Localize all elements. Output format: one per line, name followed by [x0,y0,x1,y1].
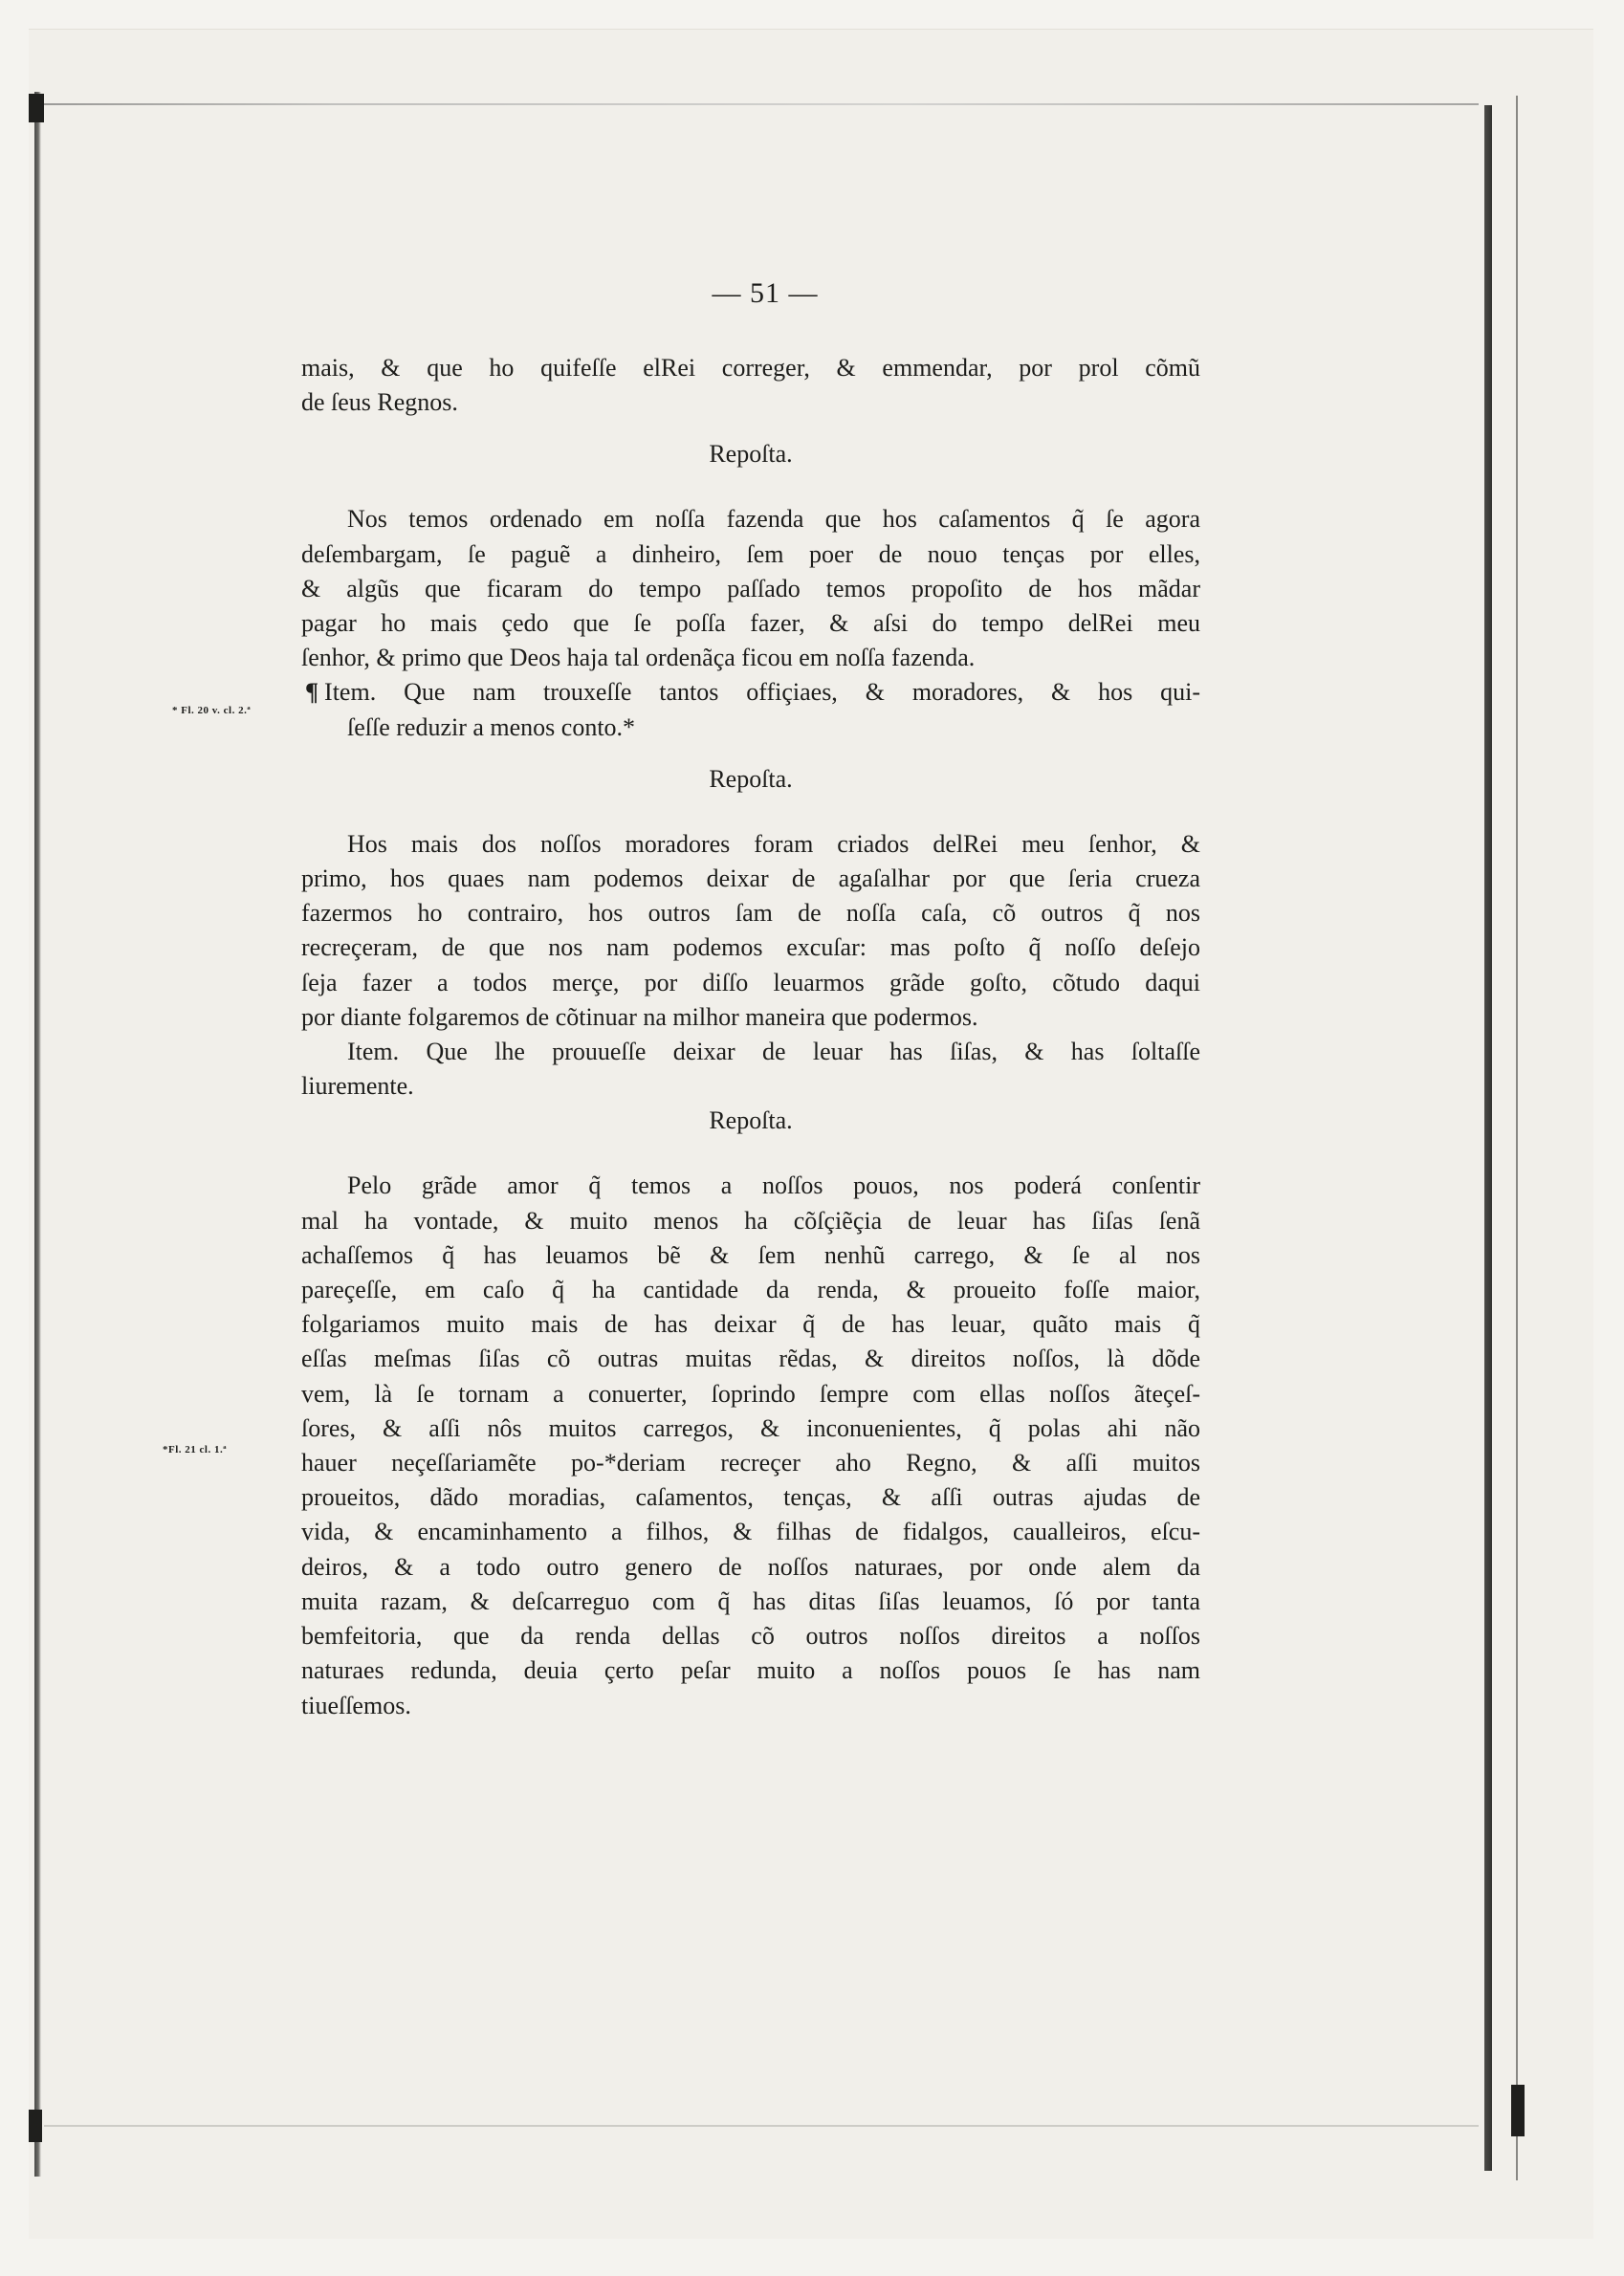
paragraph-1 [301,351,1200,420]
text-line: Item. Que nam trouxeſſe tantos offiçiaes, & moradores, & hos qui- [324,678,1200,707]
text-line: mais, & que ho quifeſſe elRei correger, & emmendar, por prol cõmũ [301,354,1200,382]
scan-mark-bottom-right [1511,2085,1525,2136]
text-line: liuremente. [301,1072,414,1101]
pilcrow-icon: ¶ [305,678,319,707]
text-line: naturaes redunda, deuia çerto peſar muito a noſſos pouos ſe has nam [301,1656,1200,1685]
text-line: hauer neçeſſariamẽte po-*deriam recreçer aho Regno, & aſſi muitos [301,1449,1200,1477]
section-heading-reposta: Repoſta. [709,764,793,793]
text-line: achaſſemos q̃ has leuamos bẽ & ſem nenhũ carrego, & ſe al nos [301,1240,1200,1269]
text-line: Hos mais dos noſſos moradores foram criados delRei meu ſenhor, & [347,829,1200,858]
text-line: tiueſſemos. [301,1691,411,1719]
paragraph-4 [301,827,1200,1035]
scan-bottom-edge [44,2125,1479,2127]
text-line: fazermos ho contrairo, hos outros ſam de noſſa caſa, cõ outros q̃ nos [301,899,1200,928]
section-heading-reposta: Repoſta. [709,1106,793,1135]
text-line: vem, là ſe tornam a conuerter, ſoprindo ſempre com ellas noſſos ãteçeſ- [301,1379,1200,1408]
text-line: & algũs que ficaram do tempo paſſado temos propoſito de hos mãdar [301,574,1200,602]
text-line: ſores, & aſſi nôs muitos carregos, & inconuenientes, q̃ polas ahi não [301,1413,1200,1442]
scan-mark-top-left [29,94,44,122]
text-line: pagar ho mais çedo que ſe poſſa fazer, & aſsi do tempo delRei meu [301,609,1200,638]
text-line: por diante folgaremos de cõtinuar na milhor maneira que podermos. [301,1002,978,1031]
paragraph-5 [301,1035,1200,1104]
text-line: Nos temos ordenado em noſſa fazenda que hos caſamentos q̃ ſe agora [347,505,1200,534]
margin-note-folio-21: *Fl. 21 cl. 1.ª [163,1444,228,1455]
text-line: Pelo grãde amor q̃ temos a noſſos pouos, nos poderá conſentir [347,1171,1200,1200]
scan-right-edge [1484,105,1492,2171]
text-line: bemfeitoria, que da renda dellas cõ outros noſſos direitos a noſſos [301,1622,1200,1651]
section-heading-reposta: Repoſta. [709,440,793,469]
text-line: de ſeus Regnos. [301,388,458,417]
scan-left-edge [34,92,41,2177]
paragraph-3 [301,675,1200,744]
text-line: Item. Que lhe prouueſſe deixar de leuar has ſiſas, & has ſoltaſſe [347,1038,1200,1066]
paragraph-6 [301,1169,1200,1722]
scan-right-edge-line [1516,96,1518,2180]
text-line: muita razam, & deſcarreguo com q̃ has ditas ſiſas leuamos, ſó por tanta [301,1587,1200,1615]
text-line: ſenhor, & primo que Deos haja tal ordenãça ficou em noſſa fazenda. [301,644,976,672]
text-line: vida, & encaminhamento a filhos, & filhas de fidalgos, caualleiros, eſcu- [301,1518,1200,1546]
text-line: deſembargam, ſe paguẽ a dinheiro, ſem poer de nouo tenças por elles, [301,539,1200,568]
text-line: deiros, & a todo outro genero de noſſos naturaes, por onde alem da [301,1552,1200,1581]
page-number: — 51 — [712,277,819,309]
text-line: pareçeſſe, em caſo q̃ ha cantidade da renda, & proueito foſſe maior, [301,1276,1200,1304]
text-line: ſeſſe reduzir a menos conto.* [347,712,636,741]
text-line: recreçeram, de que nos nam podemos excuſar: mas poſto q̃ noſſo deſejo [301,933,1200,962]
text-line: folgariamos muito mais de has deixar q̃ de has leuar, quãto mais q̃ [301,1310,1200,1339]
scan-top-edge [44,103,1479,105]
text-line: mal ha vontade, & muito menos ha cõſçiẽçia de leuar has ſiſas ſenã [301,1206,1200,1235]
paragraph-2 [301,502,1200,675]
text-line: proueitos, dãdo moradias, caſamentos, tenças, & aſſi outras ajudas de [301,1483,1200,1512]
text-line: ſeja fazer a todos merçe, por diſſo leuarmos grãde goſto, cõtudo daqui [301,968,1200,996]
text-line: eſſas meſmas ſiſas cõ outras muitas rẽdas, & direitos noſſos, là dõde [301,1345,1200,1373]
margin-note-folio-20v: * Fl. 20 v. cl. 2.ª [172,705,252,716]
document-body [301,351,1200,1723]
text-line: primo, hos quaes nam podemos deixar de agaſalhar por que ſeria crueza [301,864,1200,893]
scan-mark-bottom-left [29,2110,42,2142]
